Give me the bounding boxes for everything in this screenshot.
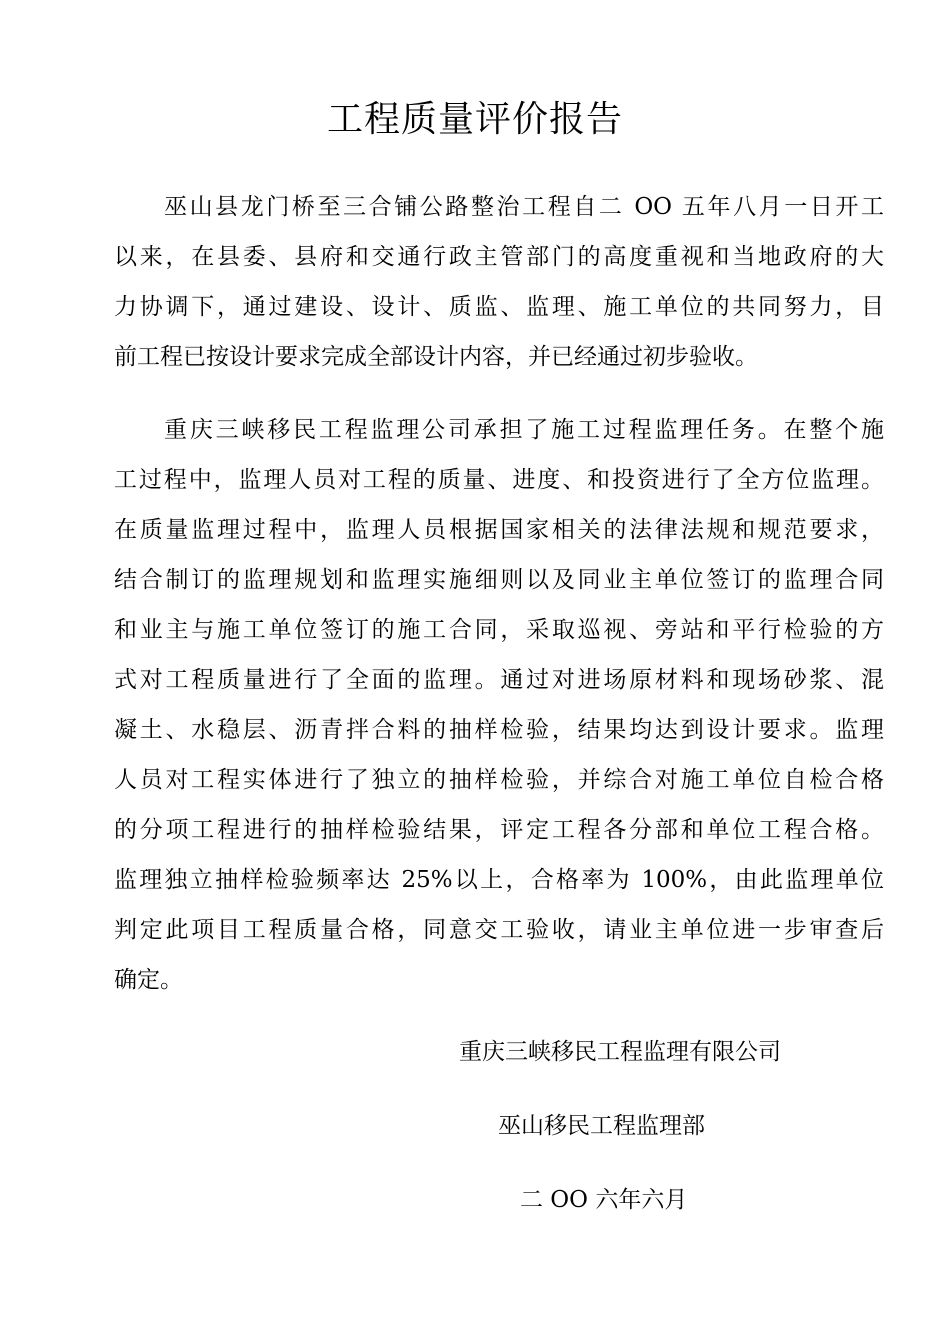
paragraph-line: 前工程已按设计要求完成全部设计内容，并已经通过初步验收。 <box>114 344 758 370</box>
paragraph-line: 结合制订的监理规划和监理实施细则以及同业主单位签订的监理合同 <box>114 567 884 593</box>
signature-company: 重庆三峡移民工程监理有限公司 <box>459 1039 781 1065</box>
signature-department: 巫山移民工程监理部 <box>498 1113 705 1139</box>
paragraph-line: 工过程中，监理人员对工程的质量、进度、和投资进行了全方位监理。 <box>114 467 884 493</box>
paragraph-line: 以来，在县委、县府和交通行政主管部门的高度重视和当地政府的大 <box>114 244 884 270</box>
paragraph-line: 力协调下，通过建设、设计、质监、监理、施工单位的共同努力，目 <box>114 294 884 320</box>
signature-date: 二 OO 六年六月 <box>520 1187 688 1213</box>
paragraph-line: 式对工程质量进行了全面的监理。通过对进场原材料和现场砂浆、混 <box>114 667 884 693</box>
paragraph-line: 确定。 <box>114 967 183 993</box>
paragraph-line: 的分项工程进行的抽样检验结果，评定工程各分部和单位工程合格。 <box>114 817 884 843</box>
paragraph-line: 人员对工程实体进行了独立的抽样检验，并综合对施工单位自检合格 <box>114 767 884 793</box>
paragraph-line: 重庆三峡移民工程监理公司承担了施工过程监理任务。在整个施 <box>164 417 884 443</box>
paragraph-line: 和业主与施工单位签订的施工合同，采取巡视、旁站和平行检验的方 <box>114 617 884 643</box>
paragraph-line: 监理独立抽样检验频率达 25%以上，合格率为 100%，由此监理单位 <box>114 867 884 893</box>
paragraph-project-summary <box>114 182 884 382</box>
paragraph-supervision-details <box>114 405 884 1005</box>
paragraph-line: 在质量监理过程中，监理人员根据国家相关的法律法规和规范要求， <box>114 517 884 543</box>
paragraph-line: 凝土、水稳层、沥青拌合料的抽样检验，结果均达到设计要求。监理 <box>114 717 884 743</box>
paragraph-line: 巫山县龙门桥至三合铺公路整治工程自二 OO 五年八月一日开工 <box>164 194 884 220</box>
paragraph-line: 判定此项目工程质量合格，同意交工验收，请业主单位进一步审查后 <box>114 917 884 943</box>
document-title: 工程质量评价报告 <box>326 99 623 140</box>
